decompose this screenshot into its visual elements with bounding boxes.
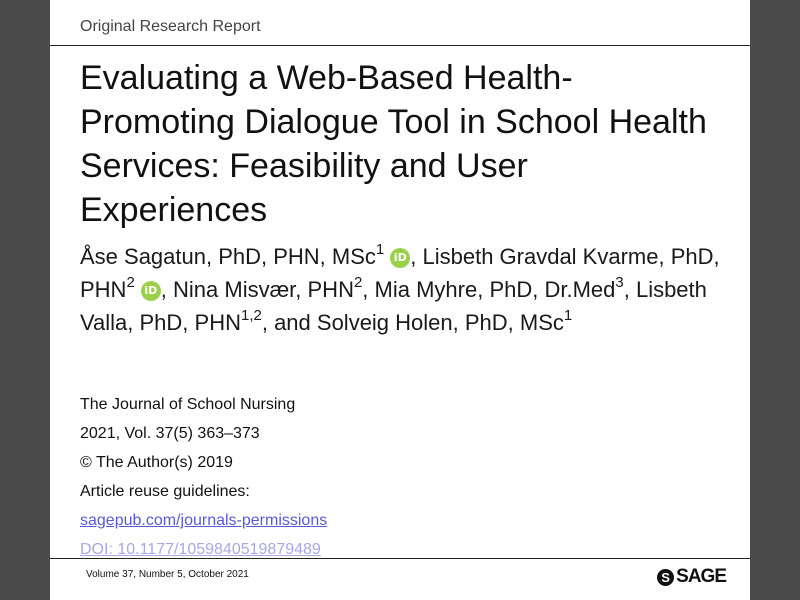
journal-name: The Journal of School Nursing	[80, 396, 296, 413]
author-name: Mia Myhre, PhD, Dr.Med	[374, 277, 616, 302]
author-name: Solveig Holen, PhD, MSc	[316, 310, 564, 335]
author-affiliation: 1	[375, 240, 385, 258]
author-affiliation: 2	[126, 273, 135, 291]
author-affiliation: 1	[563, 306, 573, 324]
journal-volume: 2021, Vol. 37(5) 363–373	[80, 425, 260, 442]
author-list	[80, 240, 730, 339]
author-separator: ,	[410, 244, 423, 269]
permissions-link[interactable]: sagepub.com/journals-permissions	[80, 512, 328, 529]
orcid-icon[interactable]: iD	[390, 248, 410, 268]
journal-info	[80, 390, 327, 564]
author-affiliation: 2	[353, 273, 363, 291]
article-type-label: Original Research Report	[80, 18, 261, 35]
author-name: Nina Misvær, PHN	[173, 277, 354, 302]
sage-logo-text: SAGE	[676, 566, 726, 587]
article-title: Evaluating a Web-Based Health-Promoting Dialogue Tool in School Health Services: Feasibility and User Experiences	[80, 59, 707, 229]
author-separator: ,	[362, 277, 375, 302]
orcid-icon[interactable]: iD	[141, 281, 161, 301]
author-name: Lisbeth Gravdal Kvarme, PhD, PHN	[80, 244, 720, 302]
author-separator: , and	[261, 310, 317, 335]
sage-logo	[657, 566, 726, 588]
author-name: Lisbeth Valla, PhD, PHN	[80, 277, 707, 335]
author-separator: ,	[160, 277, 174, 302]
article-page	[50, 0, 750, 600]
header-divider	[50, 45, 750, 46]
author-affiliation: 3	[615, 273, 624, 291]
doi-link[interactable]: DOI: 10.1177/1059840519879489	[80, 541, 321, 558]
issue-info: Volume 37, Number 5, October 2021	[86, 569, 249, 580]
author-name: Åse Sagatun, PhD, PHN, MSc	[80, 244, 376, 269]
author-affiliation: 1,2	[240, 306, 262, 324]
copyright-line: © The Author(s) 2019	[80, 454, 233, 471]
footer-divider	[50, 558, 750, 559]
sage-logo-icon: S	[657, 569, 674, 586]
author-separator: ,	[623, 277, 636, 302]
reuse-label: Article reuse guidelines:	[80, 483, 250, 500]
